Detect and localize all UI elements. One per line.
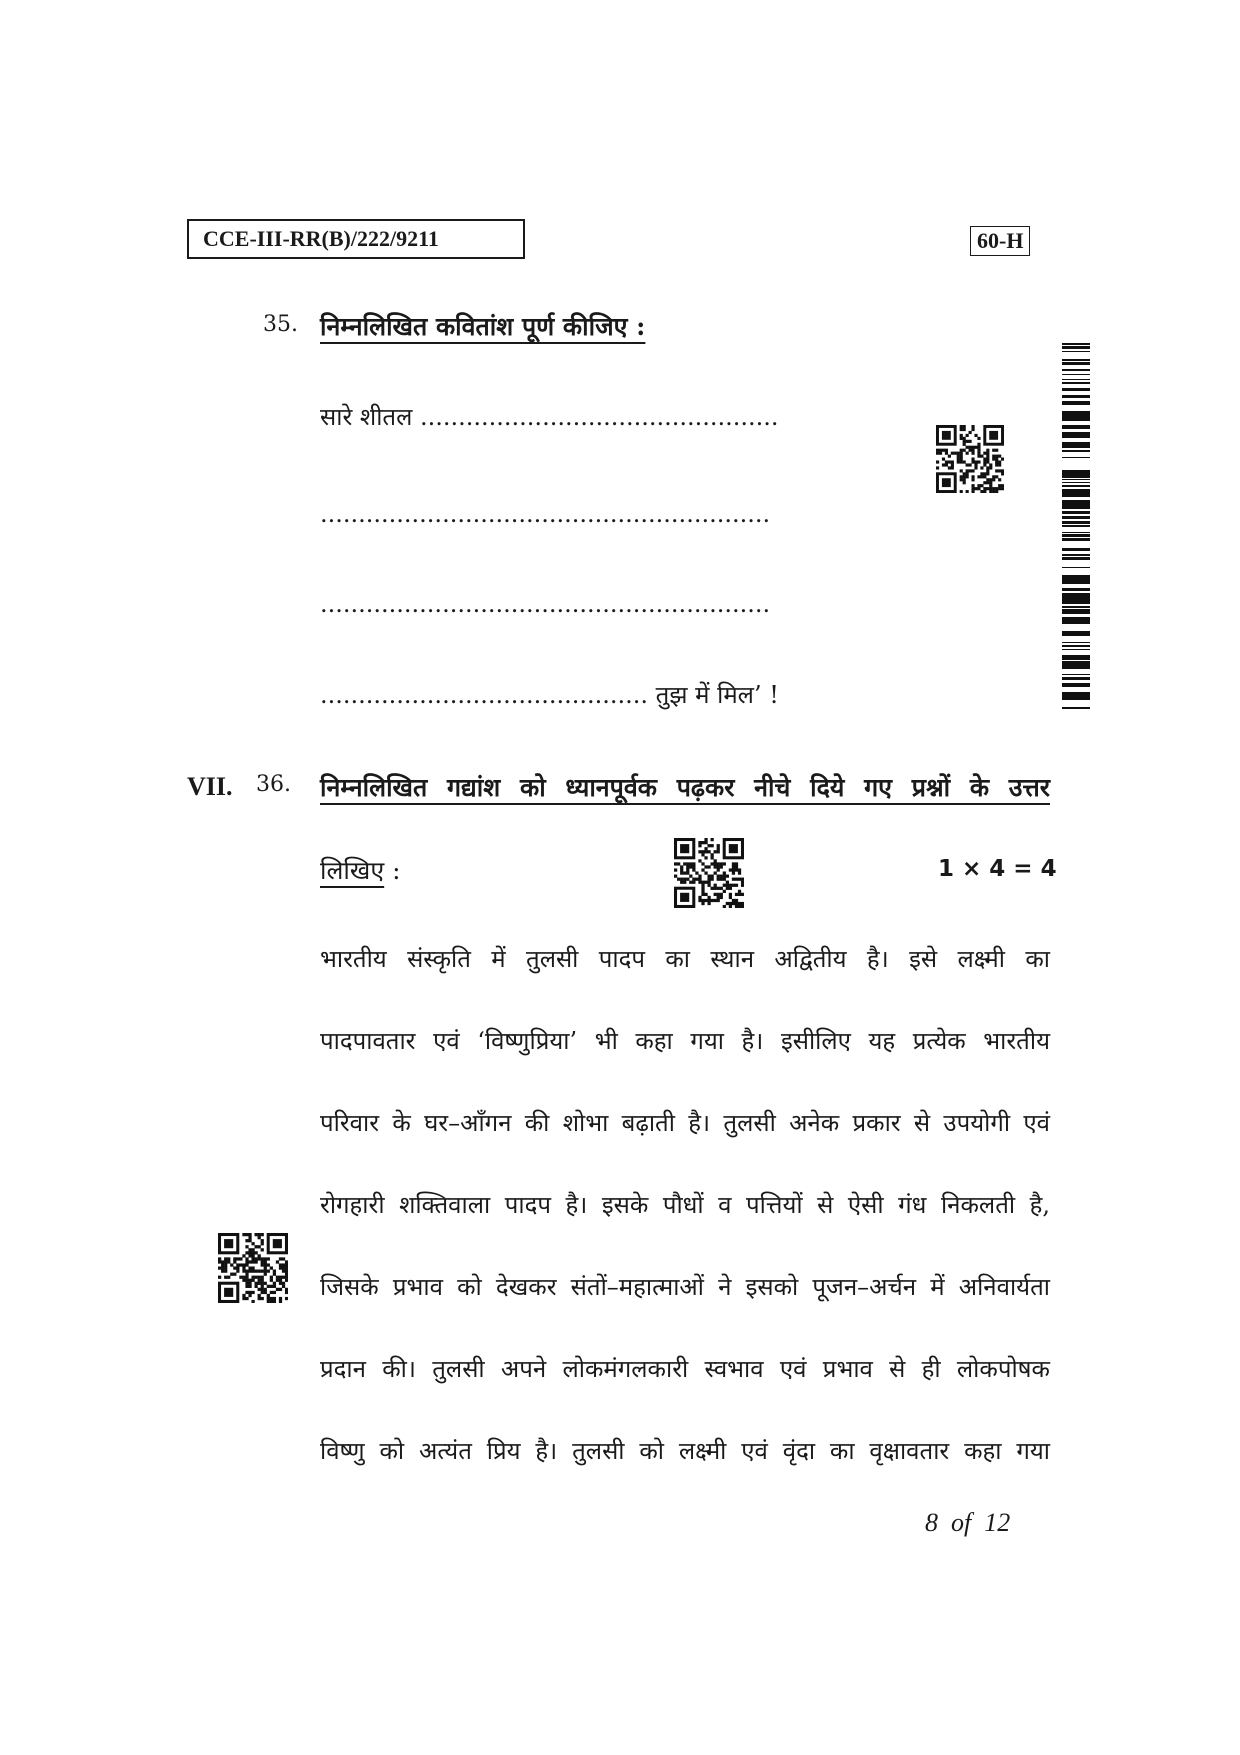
question-35-number: 35.	[263, 312, 298, 337]
paper-code: CCE-III-RR(B)/222/9211	[203, 226, 439, 251]
set-code-box	[970, 226, 1030, 256]
poem-line-1: सारे शीतल ...............................................	[320, 403, 779, 431]
page-number: 8 of 12	[925, 1508, 1011, 1537]
paper-code-box	[187, 219, 525, 259]
passage-line: विष्णु को अत्यंत प्रिय है। तुलसी को लक्ष्मी एवं वृंदा का वृक्षावतार कहा गया	[320, 1437, 1050, 1465]
instruction-colon: :	[392, 856, 401, 885]
passage-line: परिवार के घर–आँगन की शोभा बढ़ाती है। तुलसी अनेक प्रकार से उपयोगी एवं	[320, 1109, 1050, 1137]
section-number: VII.	[187, 772, 233, 801]
question-36-number: 36.	[256, 772, 291, 797]
passage-line: प्रदान की। तुलसी अपने लोकमंगलकारी स्वभाव एवं प्रभाव से ही लोकपोषक	[320, 1355, 1050, 1383]
marks-allocation: 1 × 4 = 4	[938, 856, 1057, 882]
qr-code-icon	[674, 838, 744, 908]
passage-line: रोगहारी शक्तिवाला पादप है। इसके पौधों व पत्तियों से ऐसी गंध निकलती है,	[320, 1191, 1050, 1219]
qr-code-icon	[218, 1233, 288, 1303]
passage	[320, 918, 1050, 1492]
instruction-word: लिखिए	[320, 856, 385, 885]
poem-line-3: ...........................................................	[320, 590, 771, 618]
poem-line-4: ........................................... तुझ में मिल’ !	[320, 681, 779, 709]
set-code: 60-H	[977, 228, 1024, 253]
question-36-instruction-line-1: निम्नलिखित गद्यांश को ध्यानपूर्वक पढ़कर नीचे दिये गए प्रश्नों के उत्तर	[320, 773, 1050, 802]
barcode-icon	[1062, 343, 1090, 713]
passage-line: भारतीय संस्कृति में तुलसी पादप का स्थान अद्वितीय है। इसे लक्ष्मी का	[320, 945, 1050, 973]
question-36-instruction-line-2	[320, 853, 401, 887]
qr-code-icon	[936, 425, 1004, 493]
passage-line: जिसके प्रभाव को देखकर संतों–महात्माओं ने इसको पूजन–अर्चन में अनिवार्यता	[320, 1273, 1050, 1301]
poem-line-2: ...........................................................	[320, 500, 771, 528]
passage-line: पादपावतार एवं ‘विष्णुप्रिया’ भी कहा गया है। इसीलिए यह प्रत्येक भारतीय	[320, 1027, 1050, 1055]
question-35-instruction: निम्नलिखित कवितांश पूर्ण कीजिए :	[320, 312, 646, 341]
